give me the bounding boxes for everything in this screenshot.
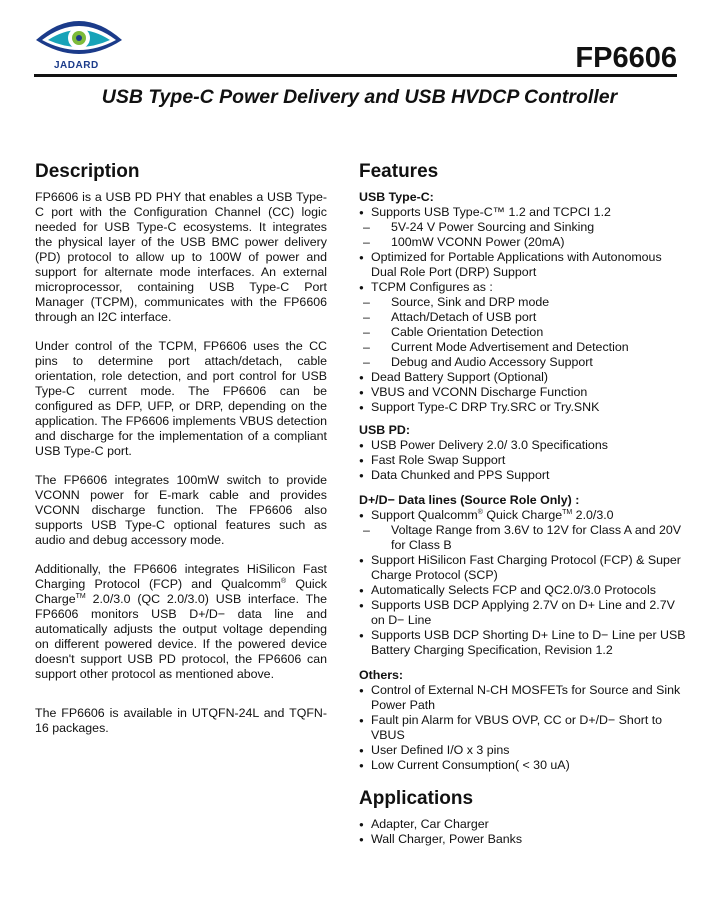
description-paragraph-3: The FP6606 integrates 100mW switch to provide VCONN power for E-mark cable and provides VCONN discharge function. The FP6606 also supports USB Type-C optional features such as audio and debug accessory mode. bbox=[35, 473, 327, 547]
description-paragraph-4: Additionally, the FP6606 integrates HiSilicon Fast Charging Protocol (FCP) and Qualcomm® Quick Charge™ 2.0/3.0 (QC 2.0/3.0) USB interface. The FP6606 monitors USB D+/D− data line and automatically adjusts the output voltage depending on different powered device. If the powered device doesn't support USB PD protocol, the FP6606 can support other protocol as mentioned above. bbox=[35, 562, 327, 681]
feature-subitem: – Attach/Detach of USB port bbox=[359, 310, 689, 325]
features-heading: Features bbox=[359, 161, 439, 182]
feature-item: ● Fast Role Swap Support bbox=[359, 453, 689, 468]
feature-item: ● Support HiSilicon Fast Charging Protocol (FCP) & Super Charge Protocol (SCP) bbox=[359, 553, 689, 583]
description-paragraph-1: FP6606 is a USB PD PHY that enables a USB Type-C port with the Configuration Channel (CC) logic needed for USB Type-C ecosystems. It integrates the physical layer of the USB BMC power delivery (PD) protocol to allow up to 100W of power and support for alternate mode interfaces. An external microprocessor, containing USB Type-C Port Manager (TCPM), communicates with the FP6606 through an I2C interface. bbox=[35, 190, 327, 324]
feature-subitem: – Voltage Range from 3.6V to 12V for Class A and 20V for Class B bbox=[359, 523, 689, 553]
applications-heading: Applications bbox=[359, 788, 474, 809]
feature-item: ● Automatically Selects FCP and QC2.0/3.0 Protocols bbox=[359, 583, 689, 598]
feature-item: ● USB Power Delivery 2.0/ 3.0 Specifications bbox=[359, 438, 689, 453]
description-section bbox=[35, 160, 327, 736]
header-divider bbox=[34, 74, 677, 77]
application-item: ● Wall Charger, Power Banks bbox=[359, 832, 689, 847]
others-heading: Others: bbox=[359, 668, 404, 682]
feature-subitem: – Cable Orientation Detection bbox=[359, 325, 689, 340]
application-item: ● Adapter, Car Charger bbox=[359, 817, 689, 832]
feature-item: ● Data Chunked and PPS Support bbox=[359, 468, 689, 483]
description-paragraph-5: The FP6606 is available in UTQFN-24L and TQFN-16 packages. bbox=[35, 706, 327, 735]
feature-item: ● User Defined I/O x 3 pins bbox=[359, 743, 689, 758]
feature-item: ● Supports USB DCP Shorting D+ Line to D− Line per USB Battery Charging Specification, Revision 1.2 bbox=[359, 628, 689, 658]
feature-item: ● TCPM Configures as : bbox=[359, 280, 689, 295]
feature-item: ● Control of External N-CH MOSFETs for Source and Sink Power Path bbox=[359, 683, 689, 713]
feature-item: ● Low Current Consumption( < 30 uA) bbox=[359, 758, 689, 773]
feature-item: ● VBUS and VCONN Discharge Function bbox=[359, 385, 689, 400]
feature-subitem: – Source, Sink and DRP mode bbox=[359, 295, 689, 310]
feature-item: ● Supports USB Type-C™ 1.2 and TCPCI 1.2 bbox=[359, 205, 689, 220]
feature-item: ● Optimized for Portable Applications with Autonomous Dual Role Port (DRP) Support bbox=[359, 250, 689, 280]
feature-item: ● Fault pin Alarm for VBUS OVP, CC or D+/D− Short to VBUS bbox=[359, 713, 689, 743]
feature-subitem: – Debug and Audio Accessory Support bbox=[359, 355, 689, 370]
brand-name: JADARD bbox=[54, 60, 99, 71]
feature-item: ● Dead Battery Support (Optional) bbox=[359, 370, 689, 385]
feature-item: ● Supports USB DCP Applying 2.7V on D+ Line and 2.7V on D− Line bbox=[359, 598, 689, 628]
data-lines-heading: D+/D− Data lines (Source Role Only) : bbox=[359, 493, 580, 507]
feature-subitem: – Current Mode Advertisement and Detection bbox=[359, 340, 689, 355]
document-subtitle: USB Type-C Power Delivery and USB HVDCP Controller bbox=[101, 86, 618, 108]
feature-item: ● Support Qualcomm® Quick Charge™ 2.0/3.0 bbox=[359, 508, 689, 523]
feature-subitem: – 5V-24 V Power Sourcing and Sinking bbox=[359, 220, 689, 235]
features-section bbox=[359, 160, 689, 847]
usb-pd-heading: USB PD: bbox=[359, 423, 410, 437]
feature-subitem: – 100mW VCONN Power (20mA) bbox=[359, 235, 689, 250]
feature-item: ● Support Type-C DRP Try.SRC or Try.SNK bbox=[359, 400, 689, 415]
part-number: FP6606 bbox=[575, 42, 677, 74]
description-paragraph-2: Under control of the TCPM, FP6606 uses the CC pins to determine port attach/detach, cable orientation, role detection, and port control for USB Type-C current mode. The FP6606 can be configured as DFP, UFP, or DRP, depending on the application. The FP6606 implements VBUS detection and discharge for the implementation of a compliant USB Type-C port. bbox=[35, 339, 327, 458]
description-heading: Description bbox=[35, 161, 140, 182]
usb-typec-heading: USB Type-C: bbox=[359, 190, 434, 204]
